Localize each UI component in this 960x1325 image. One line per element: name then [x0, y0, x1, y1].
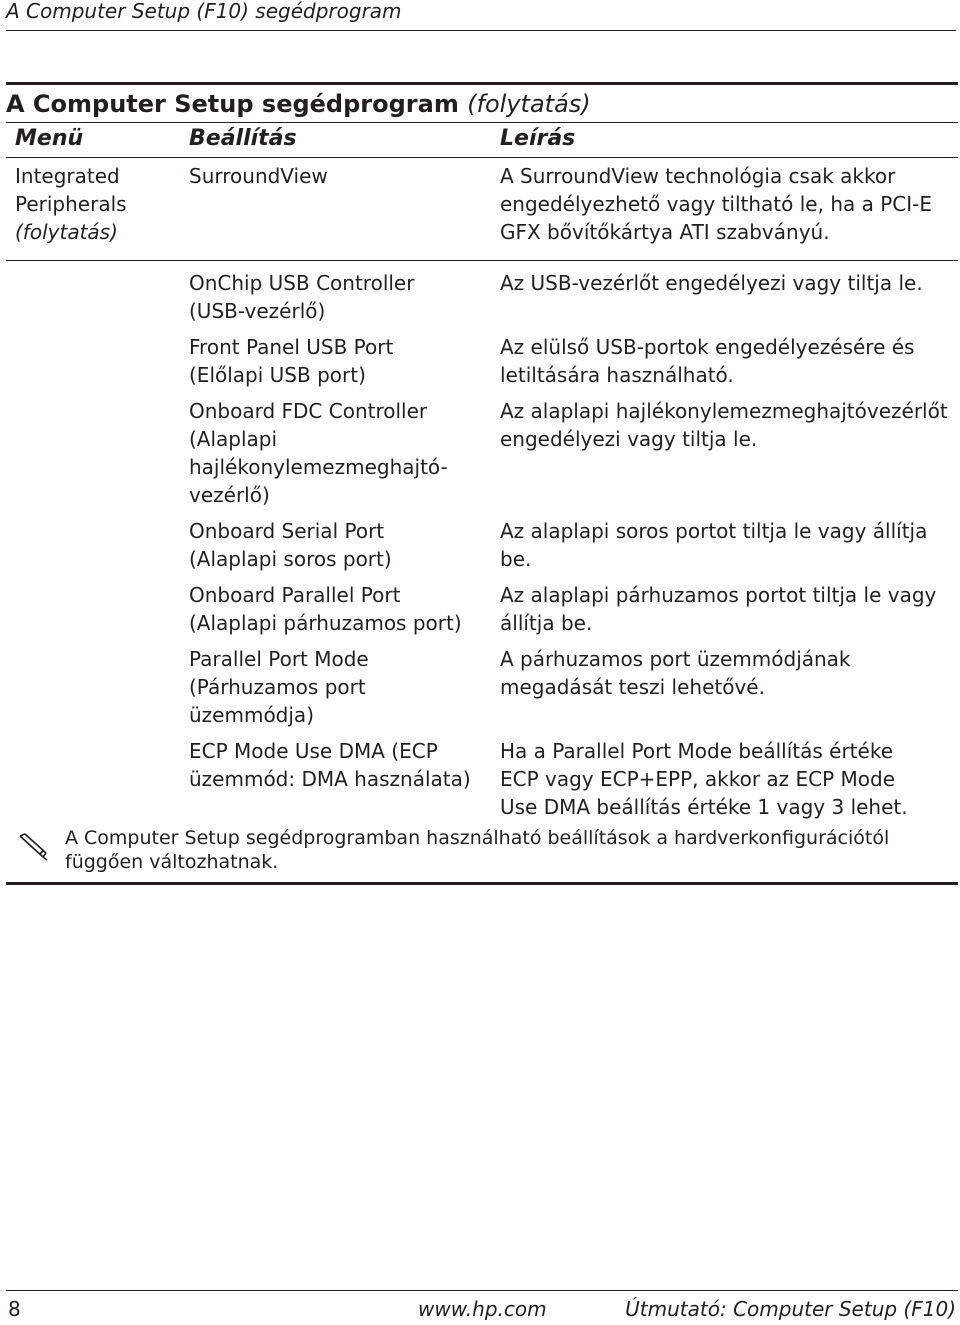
- setting-cell: [189, 269, 489, 325]
- note-box: [6, 826, 958, 885]
- description-cell: [500, 645, 956, 701]
- setting-cell: [189, 397, 489, 509]
- footer-url: www.hp.com: [418, 1297, 547, 1321]
- page-number: 8: [8, 1297, 21, 1321]
- description-line: letiltására használható.: [500, 363, 734, 387]
- description-line: Use DMA beállítás értéke 1 vagy 3 lehet.: [500, 795, 908, 819]
- setting-line: (Előlapi USB port): [189, 363, 366, 387]
- menu-line: Peripherals: [15, 192, 127, 216]
- footer-guide-title: Útmutató: Computer Setup (F10): [625, 1297, 956, 1321]
- description-line: állítja be.: [500, 611, 593, 635]
- column-header-description: Leírás: [500, 126, 576, 151]
- setting-line: Front Panel USB Port: [189, 335, 394, 359]
- setting-cell: [189, 737, 489, 793]
- menu-line-continued: (folytatás): [15, 220, 118, 244]
- note-line: A Computer Setup segédprogramban használható beállítások a hardverkonfigurációtól: [65, 827, 890, 849]
- setting-cell: [189, 581, 489, 637]
- table-title-text: A Computer Setup segédprogram: [6, 90, 459, 118]
- description-cell: [500, 333, 956, 389]
- setting-line: hajlékonylemezmeghajtó-: [189, 455, 448, 479]
- setting-cell: [189, 517, 489, 573]
- description-cell: [500, 581, 956, 637]
- setting-line: (USB-vezérlő): [189, 299, 326, 323]
- setting-line: (Alaplapi: [189, 427, 278, 451]
- setting-line: üzemmód: DMA használata): [189, 767, 471, 791]
- description-line: megadását teszi lehetővé.: [500, 675, 765, 699]
- setting-line: Onboard Parallel Port: [189, 583, 401, 607]
- setting-line: Parallel Port Mode: [189, 647, 369, 671]
- table-row: [6, 735, 958, 827]
- table-header-row: [6, 122, 958, 158]
- menu-line: Integrated: [15, 164, 120, 188]
- description-cell: [500, 737, 956, 821]
- note-line: függően változhatnak.: [65, 851, 279, 873]
- column-header-menu: Menü: [15, 126, 84, 151]
- setting-line: OnChip USB Controller: [189, 271, 415, 295]
- note-text: [65, 826, 958, 874]
- description-line: Az USB-vezérlőt engedélyezi vagy tiltja le.: [500, 271, 923, 295]
- description-line: engedélyezhető vagy tiltható le, ha a PCI-E: [500, 192, 932, 216]
- description-line: Az alaplapi párhuzamos portot tiltja le vagy: [500, 583, 937, 607]
- table-row: [6, 579, 958, 643]
- setting-line: üzemmódja): [189, 703, 314, 727]
- setting-line: Onboard Serial Port: [189, 519, 385, 543]
- description-line: ECP vagy ECP+EPP, akkor az ECP Mode: [500, 767, 896, 791]
- setting-cell: [189, 645, 489, 729]
- table-row: [6, 395, 958, 515]
- description-line: GFX bővítőkártya ATI szabványú.: [500, 220, 830, 244]
- page-footer: [6, 1290, 958, 1324]
- table-row: [6, 267, 958, 331]
- setting-line: ECP Mode Use DMA (ECP: [189, 739, 438, 763]
- setting-line: SurroundView: [189, 164, 328, 188]
- table-row: [6, 331, 958, 395]
- column-header-setting: Beállítás: [189, 126, 297, 151]
- setting-cell: [189, 333, 489, 389]
- pencil-note-icon: [16, 832, 48, 862]
- description-cell: [500, 397, 956, 453]
- table-row: [6, 643, 958, 735]
- setting-line: (Alaplapi párhuzamos port): [189, 611, 462, 635]
- description-line: Az elülső USB-portok engedélyezésére és: [500, 335, 915, 359]
- description-cell: [500, 162, 956, 246]
- table-body: [6, 160, 958, 827]
- setting-line: vezérlő): [189, 483, 270, 507]
- description-line: engedélyezi vagy tiltja le.: [500, 427, 758, 451]
- setting-line: (Párhuzamos port: [189, 675, 366, 699]
- table-title: [6, 82, 958, 119]
- description-line: Ha a Parallel Port Mode beállítás értéke: [500, 739, 893, 763]
- running-header: A Computer Setup (F10) segédprogram: [6, 0, 956, 31]
- description-line: Az alaplapi soros portot tiltja le vagy állítja be.: [500, 519, 928, 571]
- setting-line: (Alaplapi soros port): [189, 547, 392, 571]
- table-title-continued: (folytatás): [467, 90, 591, 118]
- table-row: [6, 160, 958, 261]
- menu-cell: [15, 162, 185, 246]
- setting-line: Onboard FDC Controller: [189, 399, 428, 423]
- description-line: A párhuzamos port üzemmódjának: [500, 647, 851, 671]
- description-line: Az alaplapi hajlékonylemezmeghajtóvezérlőt: [500, 399, 948, 423]
- table-row: [6, 515, 958, 579]
- description-line: A SurroundView technológia csak akkor: [500, 164, 896, 188]
- setting-cell: [189, 162, 489, 190]
- description-cell: [500, 517, 956, 573]
- description-cell: [500, 269, 956, 297]
